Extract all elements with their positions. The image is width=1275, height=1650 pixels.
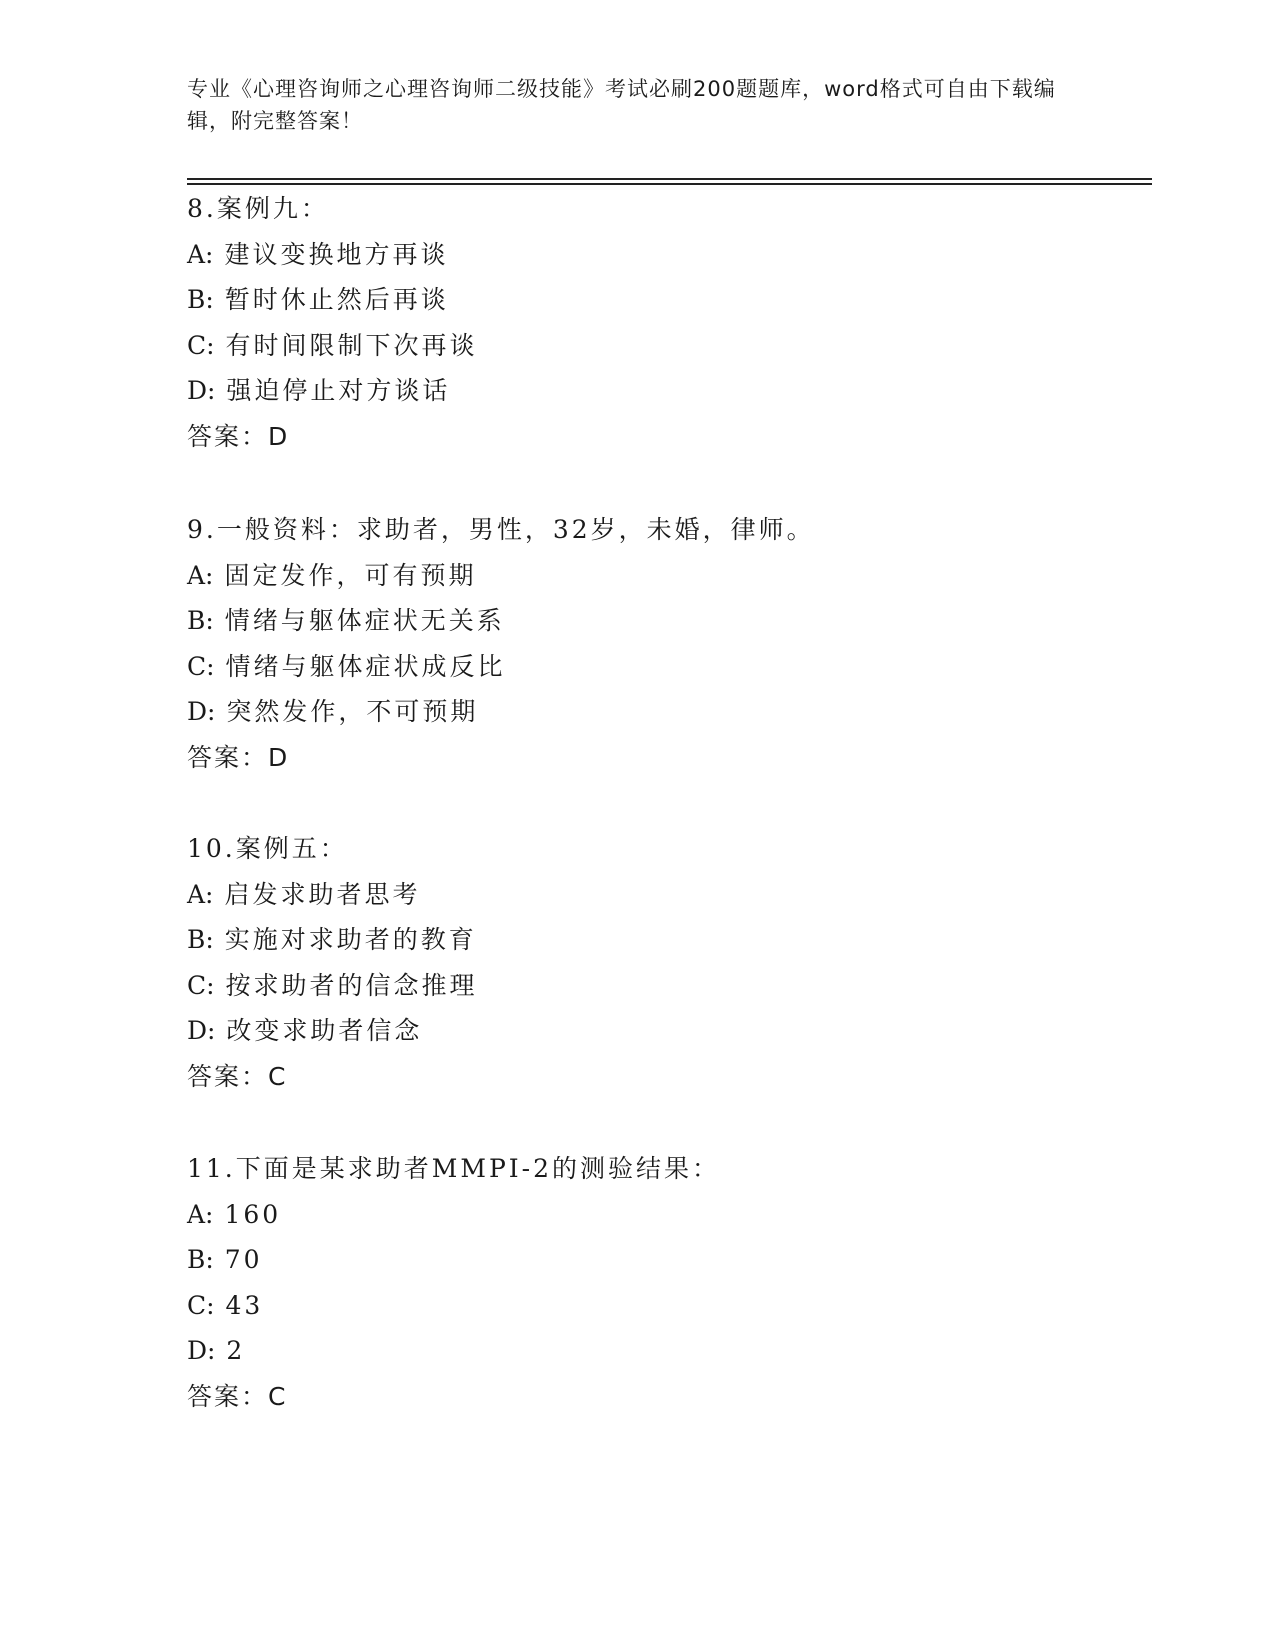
answer-line: 答案：C: [187, 1381, 288, 1411]
option-letter: B:: [187, 606, 214, 635]
option-letter: D:: [187, 1016, 216, 1045]
option-letter: A:: [187, 1199, 214, 1229]
option-c: [187, 644, 815, 690]
question-title: 9.一般资料：求助者，男性，32岁，未婚，律师。: [187, 515, 815, 544]
option-text: 按求助者的信念推理: [225, 970, 478, 1000]
question-block: [187, 1146, 720, 1419]
option-text: 70: [224, 1245, 263, 1274]
option-d: [187, 1328, 720, 1374]
option-letter: C:: [187, 651, 215, 681]
option-c: [187, 323, 478, 369]
option-d: [187, 689, 815, 735]
option-text: 有时间限制下次再谈: [225, 330, 478, 360]
option-a: [187, 872, 478, 918]
question-block: [187, 186, 478, 459]
option-letter: C:: [187, 330, 215, 360]
header-divider-top: [187, 178, 1152, 180]
answer-line: 答案：D: [187, 421, 290, 451]
question-title: 11.下面是某求助者MMPI-2的测验结果：: [187, 1154, 721, 1183]
option-letter: A:: [187, 239, 214, 269]
option-b: [187, 598, 815, 644]
option-a: [187, 553, 815, 599]
option-c: [187, 1283, 720, 1329]
option-b: [187, 277, 478, 323]
answer-line: 答案：D: [187, 742, 290, 772]
option-letter: C:: [187, 970, 215, 1000]
option-letter: B:: [187, 925, 214, 954]
header-divider-bottom: [187, 183, 1152, 185]
option-text: 突然发作，不可预期: [226, 697, 479, 726]
option-a: [187, 232, 478, 278]
option-text: 建议变换地方再谈: [224, 239, 449, 269]
option-text: 启发求助者思考: [224, 879, 421, 909]
option-text: 情绪与躯体症状成反比: [225, 651, 506, 681]
option-a: [187, 1192, 720, 1238]
option-letter: A:: [187, 879, 214, 909]
question-block: [187, 826, 478, 1099]
option-text: 43: [225, 1290, 264, 1320]
option-text: 改变求助者信念: [226, 1016, 423, 1045]
option-c: [187, 963, 478, 1009]
option-text: 160: [224, 1199, 282, 1229]
question-title: 10.案例五：: [187, 834, 348, 863]
answer-line: 答案：C: [187, 1061, 288, 1091]
option-d: [187, 368, 478, 414]
question-block: [187, 507, 815, 780]
option-d: [187, 1008, 478, 1054]
option-b: [187, 1237, 720, 1283]
option-text: 强迫停止对方谈话: [226, 376, 451, 405]
question-title: 8.案例九：: [187, 194, 329, 223]
option-b: [187, 917, 478, 963]
document-header: 专业《心理咨询师之心理咨询师二级技能》考试必刷200题题库，word格式可自由下载编辑，附完整答案！: [187, 77, 1056, 133]
option-letter: D:: [187, 697, 216, 726]
option-text: 2: [226, 1336, 246, 1365]
option-letter: B:: [187, 1245, 214, 1274]
option-letter: C:: [187, 1290, 215, 1320]
option-letter: A:: [187, 560, 214, 590]
option-letter: D:: [187, 376, 216, 405]
option-text: 固定发作，可有预期: [224, 560, 477, 590]
option-text: 情绪与躯体症状无关系: [224, 606, 505, 635]
option-letter: D:: [187, 1336, 216, 1365]
option-text: 暂时休止然后再谈: [224, 285, 449, 314]
option-text: 实施对求助者的教育: [224, 925, 477, 954]
option-letter: B:: [187, 285, 214, 314]
